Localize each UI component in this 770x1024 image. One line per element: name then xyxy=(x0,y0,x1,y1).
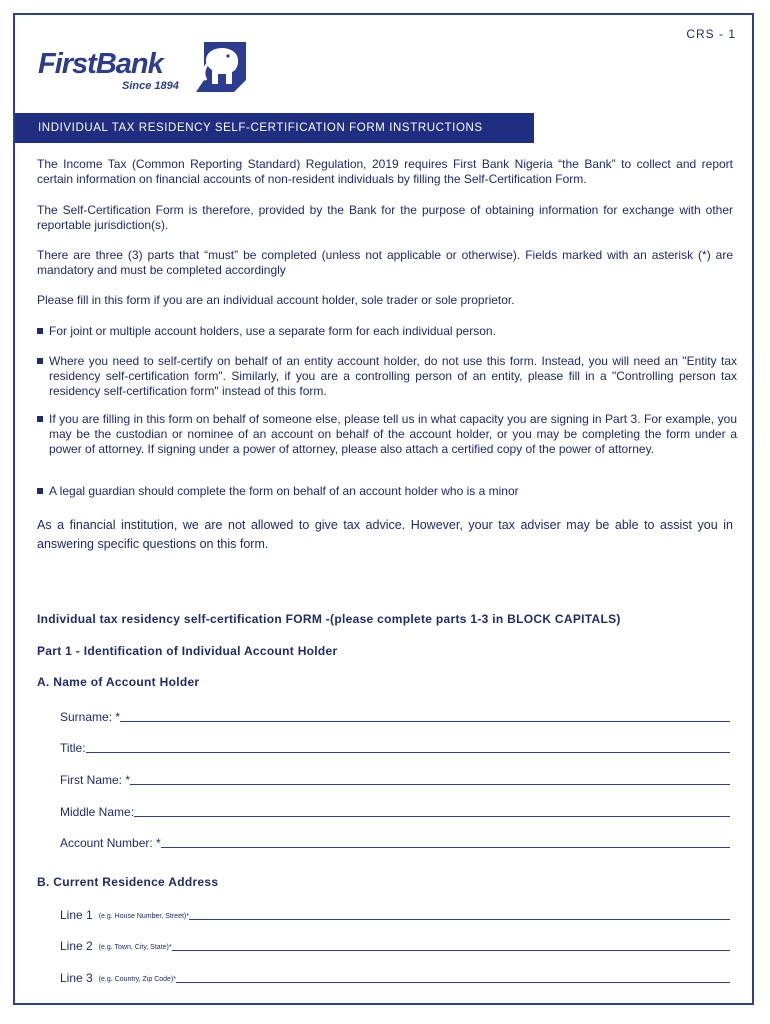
section-b-title: B. Current Residence Address xyxy=(37,875,219,889)
first-name-field[interactable] xyxy=(60,769,730,787)
middle-name-field[interactable] xyxy=(60,801,730,819)
logo-brand-text: FirstBank xyxy=(38,48,163,80)
address-line-2-hint: (e.g. Town, City, State)* xyxy=(98,944,172,951)
bullet-text: A legal guardian should complete the form on behalf of an account holder who is a minor xyxy=(49,484,519,498)
bullet-square-icon xyxy=(37,358,43,364)
address-line-2-label: Line 2 xyxy=(60,939,93,953)
bullet-text: Where you need to self-certify on behalf of an entity account holder, do not use this form. Instead, you will need an "Entity tax residency self-certification form". Similarly, if you are a controlling person of an entity, please fill in a "Controlling person tax residency self-certification form" instead of this form. xyxy=(49,354,737,398)
bullet-square-icon xyxy=(37,488,43,494)
intro-paragraph-3: There are three (3) parts that “must” be completed (unless not applicable or otherwise). Fields marked with an asterisk (*) are mandatory and must be completed accordingly xyxy=(37,248,733,277)
address-line-3-label: Line 3 xyxy=(60,971,93,985)
title-label: Title: xyxy=(60,741,86,755)
address-line-3-hint: (e.g. Country, Zip Code)* xyxy=(98,976,176,983)
bullet-item xyxy=(37,354,737,399)
address-line-2-field[interactable] xyxy=(60,935,730,953)
surname-input-line[interactable] xyxy=(120,720,730,722)
middle-name-label: Middle Name: xyxy=(60,805,135,819)
account-number-label: Account Number: * xyxy=(60,836,161,850)
bullet-item xyxy=(37,484,737,499)
surname-label: Surname: * xyxy=(60,710,121,724)
account-number-field[interactable] xyxy=(60,832,730,850)
address-line-1-input-line[interactable] xyxy=(189,918,730,920)
bullet-item xyxy=(37,412,737,457)
form-code: CRS - 1 xyxy=(686,27,736,41)
address-line-2-input-line[interactable] xyxy=(172,949,730,951)
intro-paragraph-4: Please fill in this form if you are an individual account holder, sole trader or sole proprietor. xyxy=(37,293,515,307)
bullet-text: For joint or multiple account holders, use a separate form for each individual person. xyxy=(49,324,496,338)
address-line-3-field[interactable] xyxy=(60,967,730,985)
bullet-square-icon xyxy=(37,328,43,334)
title-input-line[interactable] xyxy=(86,751,730,753)
intro-paragraph-1: The Income Tax (Common Reporting Standard) Regulation, 2019 requires First Bank Nigeria “the Bank” to collect and report certain information on financial accounts of non-resident individuals by filling the Self-Certification Form. xyxy=(37,157,733,186)
section-a-title: A. Name of Account Holder xyxy=(37,675,200,689)
form-title: Individual tax residency self-certification FORM -(please complete parts 1-3 in BLOCK CAPITALS) xyxy=(37,612,621,626)
instructions-banner: INDIVIDUAL TAX RESIDENCY SELF-CERTIFICATION FORM INSTRUCTIONS xyxy=(15,113,534,143)
part1-title: Part 1 - Identification of Individual Account Holder xyxy=(37,644,338,658)
address-line-1-label: Line 1 xyxy=(60,908,93,922)
address-line-1-field[interactable] xyxy=(60,904,730,922)
first-name-input-line[interactable] xyxy=(130,783,730,785)
intro-paragraph-2: The Self-Certification Form is therefore, provided by the Bank for the purpose of obtaining information for exchange with other reportable jurisdiction(s). xyxy=(37,203,733,232)
bullet-item xyxy=(37,324,737,339)
title-field[interactable] xyxy=(60,737,730,755)
firstbank-logo xyxy=(38,40,248,96)
elephant-icon xyxy=(190,40,246,92)
account-number-input-line[interactable] xyxy=(161,846,730,848)
first-name-label: First Name: * xyxy=(60,773,131,787)
address-line-1-hint: (e.g. House Number, Street)* xyxy=(98,913,189,920)
logo-since-text: Since 1894 xyxy=(122,80,179,92)
tax-advice-note: As a financial institution, we are not allowed to give tax advice. However, your tax adviser may be able to assist you in answering specific questions on this form. xyxy=(37,518,733,551)
surname-field[interactable] xyxy=(60,706,730,724)
middle-name-input-line[interactable] xyxy=(134,815,730,817)
bullet-text: If you are filling in this form on behalf of someone else, please tell us in what capacity you are signing in Part 3. For example, you may be the custodian or nominee of an account on behalf of the account holder, or you may be completing the form under a power of attorney. If signing under a power of attorney, please also attach a certified copy of the power of attorney. xyxy=(49,412,737,456)
bullet-square-icon xyxy=(37,416,43,422)
address-line-3-input-line[interactable] xyxy=(176,981,730,983)
